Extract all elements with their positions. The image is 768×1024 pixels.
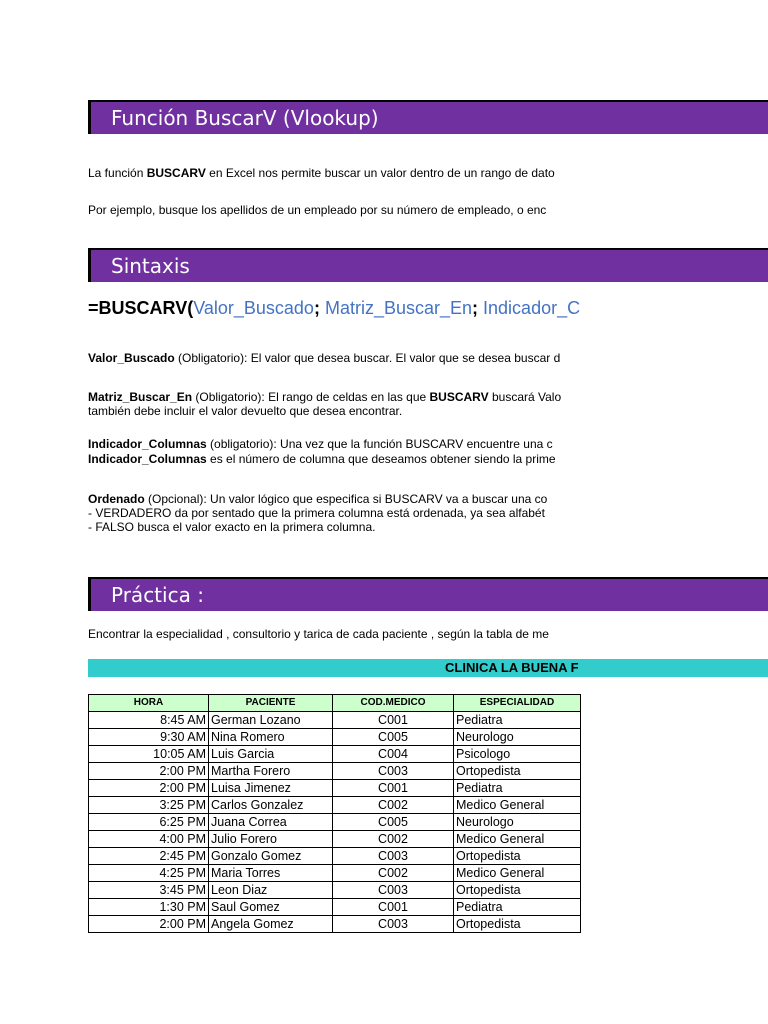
cell-paciente[interactable]: Nina Romero xyxy=(209,729,333,746)
cell-cod-medico[interactable]: C003 xyxy=(333,916,454,933)
param-name: Indicador_Columnas xyxy=(88,452,207,466)
practice-instructions: Encontrar la especialidad , consultorio y tarica de cada paciente , según la tabla de me xyxy=(88,627,549,641)
param-description: (Obligatorio): El rango de celdas en las que xyxy=(192,390,430,404)
param-description: (Opcional): Un valor lógico que especifica si BUSCARV va a buscar una co xyxy=(144,492,548,506)
cell-especialidad[interactable]: Ortopedista xyxy=(454,916,581,933)
cell-especialidad[interactable]: Medico General xyxy=(454,831,581,848)
cell-paciente[interactable]: Martha Forero xyxy=(209,763,333,780)
cell-hora[interactable]: 2:00 PM xyxy=(89,916,209,933)
cell-paciente[interactable]: Leon Diaz xyxy=(209,882,333,899)
param-description: (obligatorio): Una vez que la función BUSCARV encuentre una c xyxy=(206,437,553,451)
table-row xyxy=(89,916,581,933)
cell-especialidad[interactable]: Neurologo xyxy=(454,814,581,831)
cell-paciente[interactable]: Gonzalo Gomez xyxy=(209,848,333,865)
patients-table xyxy=(88,694,581,933)
cell-paciente[interactable]: German Lozano xyxy=(209,712,333,729)
table-row xyxy=(89,899,581,916)
cell-paciente[interactable]: Julio Forero xyxy=(209,831,333,848)
cell-cod-medico[interactable]: C002 xyxy=(333,865,454,882)
param-matriz-line-1 xyxy=(88,390,580,404)
cell-especialidad[interactable]: Ortopedista xyxy=(454,763,581,780)
cell-hora[interactable]: 4:25 PM xyxy=(89,865,209,882)
formula-arg-valor-buscado: Valor_Buscado xyxy=(193,298,314,318)
param-keyword: BUSCARV xyxy=(429,390,489,404)
table-body xyxy=(89,712,581,933)
syntax-heading: Sintaxis xyxy=(111,254,190,278)
syntax-section-bar xyxy=(88,248,768,282)
cell-cod-medico[interactable]: C002 xyxy=(333,797,454,814)
practice-section-bar xyxy=(88,577,768,611)
formula-arg-matriz: Matriz_Buscar_En xyxy=(324,298,473,318)
cell-hora[interactable]: 2:45 PM xyxy=(89,848,209,865)
cell-especialidad[interactable]: Pediatra xyxy=(454,899,581,916)
table-row xyxy=(89,848,581,865)
param-description-rest: buscará Valo xyxy=(488,390,562,404)
table-row xyxy=(89,882,581,899)
formula-separator: ; xyxy=(472,298,479,318)
column-header-hora[interactable]: HORA xyxy=(89,695,209,712)
cell-cod-medico[interactable]: C005 xyxy=(333,814,454,831)
param-ordenado-line-2: - VERDADERO da por sentado que la primera columna está ordenada, ya sea alfabét xyxy=(88,506,545,520)
cell-cod-medico[interactable]: C001 xyxy=(333,712,454,729)
cell-cod-medico[interactable]: C003 xyxy=(333,882,454,899)
cell-hora[interactable]: 3:45 PM xyxy=(89,882,209,899)
cell-paciente[interactable]: Saul Gomez xyxy=(209,899,333,916)
column-header-especialidad[interactable]: ESPECIALIDAD xyxy=(454,695,581,712)
column-header-paciente[interactable]: PACIENTE xyxy=(209,695,333,712)
cell-especialidad[interactable]: Ortopedista xyxy=(454,882,581,899)
formula-function: =BUSCARV( xyxy=(88,298,194,318)
cell-cod-medico[interactable]: C005 xyxy=(333,729,454,746)
page-title: Función BuscarV (Vlookup) xyxy=(111,106,379,130)
param-ordenado-line-3: - FALSO busca el valor exacto en la primera columna. xyxy=(88,520,376,534)
column-header-cod-medico[interactable]: COD.MEDICO xyxy=(333,695,454,712)
param-ordenado-line-1 xyxy=(88,492,580,506)
table-header-row xyxy=(89,695,581,712)
cell-cod-medico[interactable]: C004 xyxy=(333,746,454,763)
cell-hora[interactable]: 3:25 PM xyxy=(89,797,209,814)
cell-especialidad[interactable]: Medico General xyxy=(454,865,581,882)
intro-line-1 xyxy=(88,166,580,180)
param-indicador-line-2 xyxy=(88,452,580,466)
cell-paciente[interactable]: Luisa Jimenez xyxy=(209,780,333,797)
cell-especialidad[interactable]: Ortopedista xyxy=(454,848,581,865)
param-description: (Obligatorio): El valor que desea buscar. El valor que se desea buscar d xyxy=(174,351,561,365)
param-indicador-line-1 xyxy=(88,437,580,451)
param-name: Ordenado xyxy=(88,492,145,506)
table-row xyxy=(89,831,581,848)
table-row xyxy=(89,797,581,814)
cell-hora[interactable]: 9:30 AM xyxy=(89,729,209,746)
param-name: Indicador_Columnas xyxy=(88,437,207,451)
cell-cod-medico[interactable]: C001 xyxy=(333,780,454,797)
cell-paciente[interactable]: Carlos Gonzalez xyxy=(209,797,333,814)
formula-arg-indicador: Indicador_C xyxy=(483,298,580,318)
intro-text: La función xyxy=(88,166,147,180)
cell-especialidad[interactable]: Psicologo xyxy=(454,746,581,763)
cell-paciente[interactable]: Maria Torres xyxy=(209,865,333,882)
formula-separator: ; xyxy=(313,298,320,318)
cell-hora[interactable]: 6:25 PM xyxy=(89,814,209,831)
table-row xyxy=(89,712,581,729)
cell-hora[interactable]: 4:00 PM xyxy=(89,831,209,848)
clinic-header-bar xyxy=(88,659,768,677)
param-matriz-line-2: también debe incluir el valor devuelto que desea encontrar. xyxy=(88,404,403,418)
param-name: Valor_Buscado xyxy=(88,351,175,365)
cell-especialidad[interactable]: Pediatra xyxy=(454,780,581,797)
cell-especialidad[interactable]: Neurologo xyxy=(454,729,581,746)
intro-keyword: BUSCARV xyxy=(146,166,206,180)
cell-paciente[interactable]: Juana Correa xyxy=(209,814,333,831)
cell-cod-medico[interactable]: C002 xyxy=(333,831,454,848)
cell-hora[interactable]: 2:00 PM xyxy=(89,763,209,780)
cell-paciente[interactable]: Luis Garcia xyxy=(209,746,333,763)
cell-especialidad[interactable]: Pediatra xyxy=(454,712,581,729)
table-row xyxy=(89,780,581,797)
param-valor-buscado xyxy=(88,351,580,365)
table-row xyxy=(89,763,581,780)
table-row xyxy=(89,746,581,763)
cell-hora[interactable]: 8:45 AM xyxy=(89,712,209,729)
table-row xyxy=(89,865,581,882)
table-row xyxy=(89,729,581,746)
intro-line-2: Por ejemplo, busque los apellidos de un empleado por su número de empleado, o enc xyxy=(88,203,547,217)
section-title-bar xyxy=(88,100,768,134)
clinic-title: CLINICA LA BUENA F xyxy=(445,660,579,675)
cell-hora[interactable]: 10:05 AM xyxy=(89,746,209,763)
cell-cod-medico[interactable]: C001 xyxy=(333,899,454,916)
param-description: es el número de columna que deseamos obtener siendo la prime xyxy=(206,452,556,466)
cell-hora[interactable]: 2:00 PM xyxy=(89,780,209,797)
syntax-formula xyxy=(88,297,580,319)
cell-cod-medico[interactable]: C003 xyxy=(333,763,454,780)
param-name: Matriz_Buscar_En xyxy=(88,390,193,404)
intro-text-rest: en Excel nos permite buscar un valor dentro de un rango de dato xyxy=(205,166,555,180)
cell-hora[interactable]: 1:30 PM xyxy=(89,899,209,916)
cell-especialidad[interactable]: Medico General xyxy=(454,797,581,814)
cell-paciente[interactable]: Angela Gomez xyxy=(209,916,333,933)
cell-cod-medico[interactable]: C003 xyxy=(333,848,454,865)
table-row xyxy=(89,814,581,831)
practice-heading: Práctica : xyxy=(111,583,204,607)
